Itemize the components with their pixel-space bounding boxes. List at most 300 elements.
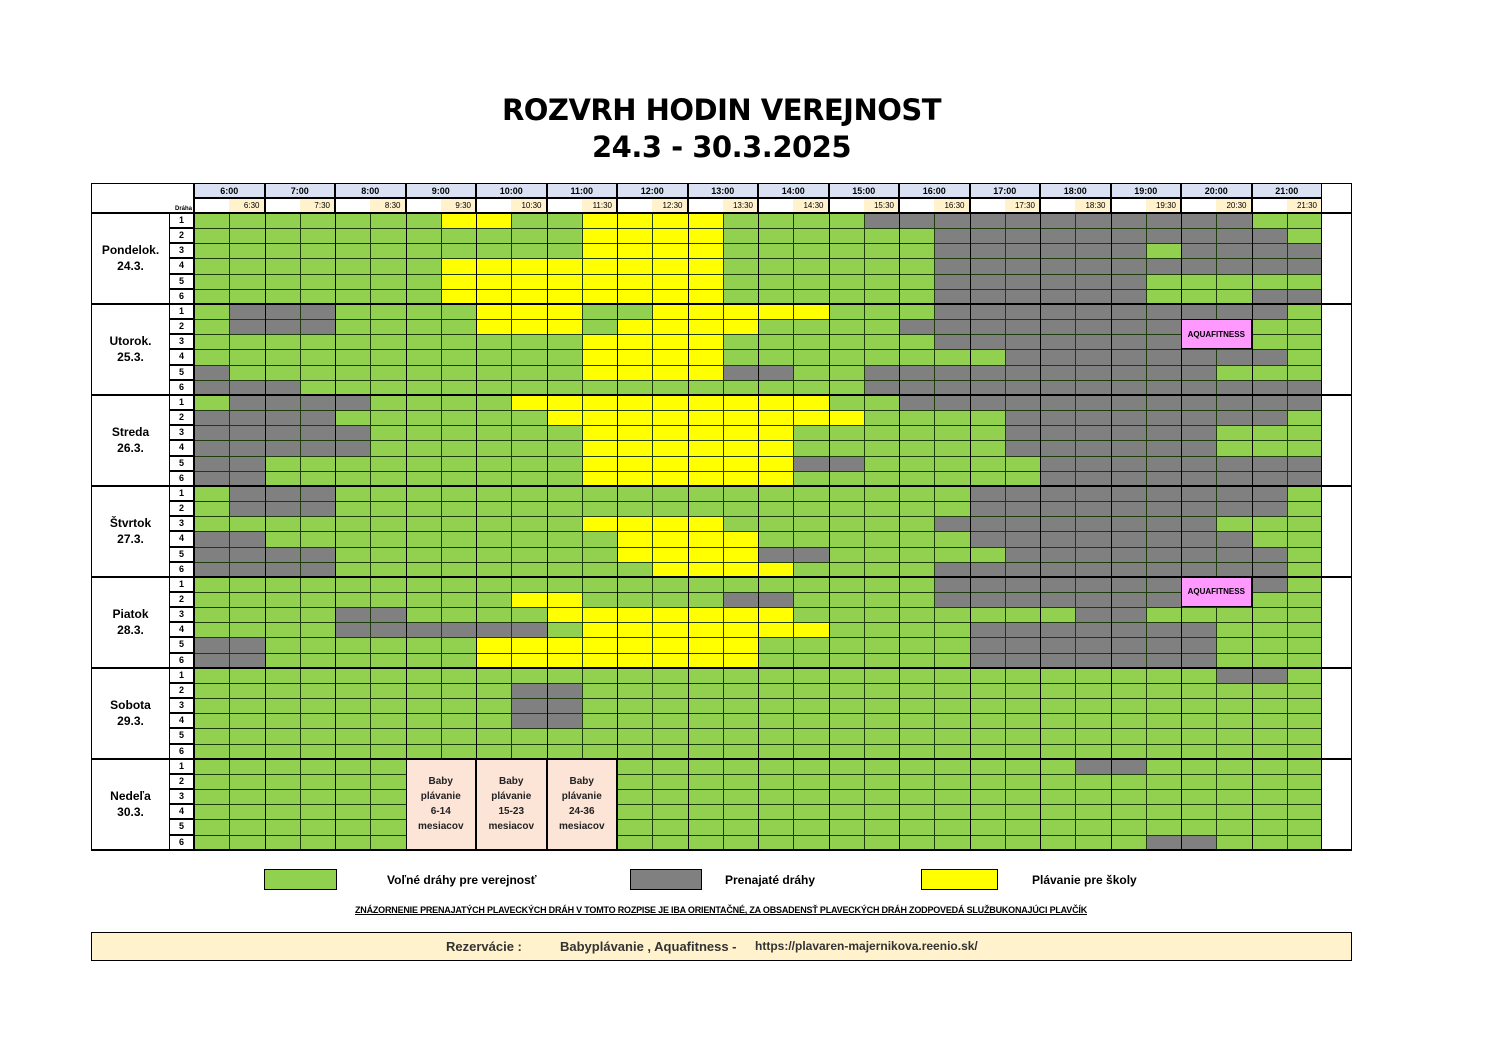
rented-lane-slot[interactable] [934,577,969,592]
free-lane-slot[interactable] [864,577,899,592]
free-lane-slot[interactable] [335,516,370,531]
free-lane-slot[interactable] [793,334,828,349]
rented-lane-slot[interactable] [1111,637,1146,652]
free-lane-slot[interactable] [652,698,687,713]
free-lane-slot[interactable] [194,759,229,774]
free-lane-slot[interactable] [1287,819,1322,834]
free-lane-slot[interactable] [864,349,899,364]
free-lane-slot[interactable] [652,819,687,834]
free-lane-slot[interactable] [899,713,934,728]
rented-lane-slot[interactable] [1111,547,1146,562]
free-lane-slot[interactable] [335,713,370,728]
school-lane-slot[interactable] [758,456,793,471]
free-lane-slot[interactable] [1075,744,1110,759]
school-lane-slot[interactable] [547,653,582,668]
rented-lane-slot[interactable] [1146,516,1181,531]
free-lane-slot[interactable] [864,243,899,258]
school-lane-slot[interactable] [511,592,546,607]
free-lane-slot[interactable] [793,774,828,789]
rented-lane-slot[interactable] [1146,213,1181,228]
free-lane-slot[interactable] [1075,683,1110,698]
free-lane-slot[interactable] [688,804,723,819]
free-lane-slot[interactable] [617,804,652,819]
free-lane-slot[interactable] [829,759,864,774]
free-lane-slot[interactable] [652,759,687,774]
free-lane-slot[interactable] [1075,668,1110,683]
rented-lane-slot[interactable] [1040,622,1075,637]
free-lane-slot[interactable] [934,819,969,834]
free-lane-slot[interactable] [1216,425,1251,440]
free-lane-slot[interactable] [617,789,652,804]
rented-lane-slot[interactable] [194,440,229,455]
free-lane-slot[interactable] [511,349,546,364]
free-lane-slot[interactable] [582,744,617,759]
rented-lane-slot[interactable] [1111,213,1146,228]
free-lane-slot[interactable] [864,547,899,562]
free-lane-slot[interactable] [229,759,264,774]
free-lane-slot[interactable] [934,440,969,455]
rented-lane-slot[interactable] [1111,501,1146,516]
rented-lane-slot[interactable] [1146,304,1181,319]
school-lane-slot[interactable] [652,395,687,410]
school-lane-slot[interactable] [688,319,723,334]
free-lane-slot[interactable] [829,547,864,562]
free-lane-slot[interactable] [829,804,864,819]
school-lane-slot[interactable] [476,274,511,289]
school-lane-slot[interactable] [511,395,546,410]
school-lane-slot[interactable] [652,456,687,471]
rented-lane-slot[interactable] [1181,562,1216,577]
rented-lane-slot[interactable] [1040,319,1075,334]
free-lane-slot[interactable] [335,774,370,789]
rented-lane-slot[interactable] [829,456,864,471]
free-lane-slot[interactable] [511,410,546,425]
school-lane-slot[interactable] [511,637,546,652]
free-lane-slot[interactable] [370,243,405,258]
rented-lane-slot[interactable] [229,380,264,395]
free-lane-slot[interactable] [1287,713,1322,728]
rented-lane-slot[interactable] [970,319,1005,334]
aquafitness-slot[interactable]: AQUAFITNESS [1181,319,1252,349]
school-lane-slot[interactable] [652,349,687,364]
school-lane-slot[interactable] [617,319,652,334]
rented-lane-slot[interactable] [1075,440,1110,455]
free-lane-slot[interactable] [829,274,864,289]
school-lane-slot[interactable] [617,547,652,562]
free-lane-slot[interactable] [1287,653,1322,668]
school-lane-slot[interactable] [582,622,617,637]
school-lane-slot[interactable] [688,228,723,243]
free-lane-slot[interactable] [1252,365,1287,380]
free-lane-slot[interactable] [617,304,652,319]
free-lane-slot[interactable] [406,516,441,531]
free-lane-slot[interactable] [335,486,370,501]
free-lane-slot[interactable] [370,759,405,774]
rented-lane-slot[interactable] [1252,486,1287,501]
free-lane-slot[interactable] [1146,698,1181,713]
free-lane-slot[interactable] [265,668,300,683]
free-lane-slot[interactable] [441,744,476,759]
free-lane-slot[interactable] [265,728,300,743]
free-lane-slot[interactable] [1005,607,1040,622]
free-lane-slot[interactable] [723,243,758,258]
rented-lane-slot[interactable] [1252,668,1287,683]
free-lane-slot[interactable] [829,380,864,395]
school-lane-slot[interactable] [652,516,687,531]
rented-lane-slot[interactable] [970,501,1005,516]
free-lane-slot[interactable] [793,637,828,652]
rented-lane-slot[interactable] [1146,501,1181,516]
reservation-link[interactable]: https://plavaren-majernikova.reenio.sk/ [755,939,978,953]
free-lane-slot[interactable] [864,258,899,273]
free-lane-slot[interactable] [970,744,1005,759]
rented-lane-slot[interactable] [265,380,300,395]
free-lane-slot[interactable] [265,334,300,349]
free-lane-slot[interactable] [1252,698,1287,713]
rented-lane-slot[interactable] [265,425,300,440]
free-lane-slot[interactable] [617,562,652,577]
free-lane-slot[interactable] [229,274,264,289]
school-lane-slot[interactable] [617,425,652,440]
free-lane-slot[interactable] [265,274,300,289]
free-lane-slot[interactable] [194,501,229,516]
rented-lane-slot[interactable] [194,365,229,380]
free-lane-slot[interactable] [370,365,405,380]
free-lane-slot[interactable] [265,819,300,834]
rented-lane-slot[interactable] [265,562,300,577]
free-lane-slot[interactable] [1287,319,1322,334]
rented-lane-slot[interactable] [1111,304,1146,319]
free-lane-slot[interactable] [1287,835,1322,850]
free-lane-slot[interactable] [582,728,617,743]
free-lane-slot[interactable] [1216,819,1251,834]
rented-lane-slot[interactable] [1146,319,1181,334]
free-lane-slot[interactable] [511,471,546,486]
free-lane-slot[interactable] [194,683,229,698]
free-lane-slot[interactable] [864,835,899,850]
free-lane-slot[interactable] [723,713,758,728]
free-lane-slot[interactable] [194,668,229,683]
free-lane-slot[interactable] [1216,759,1251,774]
rented-lane-slot[interactable] [194,562,229,577]
rented-lane-slot[interactable] [1005,637,1040,652]
rented-lane-slot[interactable] [229,471,264,486]
free-lane-slot[interactable] [441,425,476,440]
free-lane-slot[interactable] [758,728,793,743]
free-lane-slot[interactable] [265,607,300,622]
free-lane-slot[interactable] [229,289,264,304]
free-lane-slot[interactable] [723,289,758,304]
free-lane-slot[interactable] [864,440,899,455]
rented-lane-slot[interactable] [758,365,793,380]
free-lane-slot[interactable] [899,274,934,289]
school-lane-slot[interactable] [582,365,617,380]
free-lane-slot[interactable] [1005,819,1040,834]
school-lane-slot[interactable] [547,395,582,410]
rented-lane-slot[interactable] [194,471,229,486]
rented-lane-slot[interactable] [1111,653,1146,668]
free-lane-slot[interactable] [1287,577,1322,592]
free-lane-slot[interactable] [652,577,687,592]
free-lane-slot[interactable] [1216,365,1251,380]
rented-lane-slot[interactable] [758,592,793,607]
free-lane-slot[interactable] [406,531,441,546]
free-lane-slot[interactable] [934,804,969,819]
rented-lane-slot[interactable] [1111,592,1146,607]
free-lane-slot[interactable] [1111,744,1146,759]
rented-lane-slot[interactable] [1252,501,1287,516]
free-lane-slot[interactable] [899,592,934,607]
free-lane-slot[interactable] [300,774,335,789]
free-lane-slot[interactable] [265,516,300,531]
rented-lane-slot[interactable] [970,637,1005,652]
free-lane-slot[interactable] [617,683,652,698]
free-lane-slot[interactable] [1111,789,1146,804]
free-lane-slot[interactable] [370,395,405,410]
rented-lane-slot[interactable] [1005,319,1040,334]
rented-lane-slot[interactable] [1005,577,1040,592]
free-lane-slot[interactable] [300,456,335,471]
free-lane-slot[interactable] [300,258,335,273]
rented-lane-slot[interactable] [1075,531,1110,546]
rented-lane-slot[interactable] [1252,410,1287,425]
rented-lane-slot[interactable] [229,425,264,440]
free-lane-slot[interactable] [723,380,758,395]
free-lane-slot[interactable] [899,501,934,516]
free-lane-slot[interactable] [441,577,476,592]
free-lane-slot[interactable] [829,683,864,698]
free-lane-slot[interactable] [688,789,723,804]
baby-swimming-slot[interactable] [476,759,547,850]
free-lane-slot[interactable] [335,289,370,304]
rented-lane-slot[interactable] [1111,274,1146,289]
rented-lane-slot[interactable] [1181,228,1216,243]
rented-lane-slot[interactable] [1005,516,1040,531]
school-lane-slot[interactable] [688,365,723,380]
free-lane-slot[interactable] [335,653,370,668]
free-lane-slot[interactable] [370,653,405,668]
free-lane-slot[interactable] [265,789,300,804]
school-lane-slot[interactable] [547,304,582,319]
free-lane-slot[interactable] [1181,274,1216,289]
free-lane-slot[interactable] [582,486,617,501]
rented-lane-slot[interactable] [229,547,264,562]
free-lane-slot[interactable] [829,395,864,410]
free-lane-slot[interactable] [582,668,617,683]
school-lane-slot[interactable] [688,410,723,425]
free-lane-slot[interactable] [194,349,229,364]
rented-lane-slot[interactable] [1216,213,1251,228]
free-lane-slot[interactable] [1287,804,1322,819]
rented-lane-slot[interactable] [1216,258,1251,273]
rented-lane-slot[interactable] [1075,258,1110,273]
free-lane-slot[interactable] [934,410,969,425]
free-lane-slot[interactable] [511,728,546,743]
school-lane-slot[interactable] [547,274,582,289]
free-lane-slot[interactable] [582,577,617,592]
free-lane-slot[interactable] [1252,607,1287,622]
free-lane-slot[interactable] [899,835,934,850]
rented-lane-slot[interactable] [1216,562,1251,577]
free-lane-slot[interactable] [194,243,229,258]
free-lane-slot[interactable] [1040,744,1075,759]
free-lane-slot[interactable] [934,774,969,789]
free-lane-slot[interactable] [1146,289,1181,304]
school-lane-slot[interactable] [511,304,546,319]
free-lane-slot[interactable] [335,334,370,349]
free-lane-slot[interactable] [1252,425,1287,440]
school-lane-slot[interactable] [758,410,793,425]
rented-lane-slot[interactable] [1111,334,1146,349]
free-lane-slot[interactable] [335,380,370,395]
free-lane-slot[interactable] [723,728,758,743]
school-lane-slot[interactable] [652,562,687,577]
free-lane-slot[interactable] [758,334,793,349]
rented-lane-slot[interactable] [970,304,1005,319]
free-lane-slot[interactable] [617,759,652,774]
school-lane-slot[interactable] [758,471,793,486]
free-lane-slot[interactable] [899,607,934,622]
rented-lane-slot[interactable] [1040,577,1075,592]
free-lane-slot[interactable] [511,744,546,759]
free-lane-slot[interactable] [1252,622,1287,637]
free-lane-slot[interactable] [1287,547,1322,562]
free-lane-slot[interactable] [476,744,511,759]
free-lane-slot[interactable] [194,228,229,243]
rented-lane-slot[interactable] [265,547,300,562]
free-lane-slot[interactable] [300,531,335,546]
rented-lane-slot[interactable] [1181,531,1216,546]
rented-lane-slot[interactable] [1146,228,1181,243]
free-lane-slot[interactable] [1181,289,1216,304]
baby-swimming-slot[interactable] [547,759,618,850]
rented-lane-slot[interactable] [934,395,969,410]
free-lane-slot[interactable] [300,744,335,759]
rented-lane-slot[interactable] [970,653,1005,668]
free-lane-slot[interactable] [1111,668,1146,683]
school-lane-slot[interactable] [652,319,687,334]
free-lane-slot[interactable] [758,258,793,273]
free-lane-slot[interactable] [406,440,441,455]
rented-lane-slot[interactable] [899,380,934,395]
free-lane-slot[interactable] [1181,683,1216,698]
free-lane-slot[interactable] [370,471,405,486]
free-lane-slot[interactable] [582,304,617,319]
school-lane-slot[interactable] [617,531,652,546]
rented-lane-slot[interactable] [1111,395,1146,410]
free-lane-slot[interactable] [723,789,758,804]
free-lane-slot[interactable] [406,592,441,607]
free-lane-slot[interactable] [934,425,969,440]
free-lane-slot[interactable] [406,744,441,759]
rented-lane-slot[interactable] [1075,289,1110,304]
rented-lane-slot[interactable] [934,562,969,577]
free-lane-slot[interactable] [335,456,370,471]
school-lane-slot[interactable] [582,349,617,364]
rented-lane-slot[interactable] [1146,365,1181,380]
free-lane-slot[interactable] [1005,713,1040,728]
rented-lane-slot[interactable] [1075,425,1110,440]
free-lane-slot[interactable] [1252,804,1287,819]
free-lane-slot[interactable] [793,516,828,531]
free-lane-slot[interactable] [723,228,758,243]
free-lane-slot[interactable] [476,243,511,258]
free-lane-slot[interactable] [688,744,723,759]
free-lane-slot[interactable] [723,501,758,516]
free-lane-slot[interactable] [793,228,828,243]
school-lane-slot[interactable] [758,304,793,319]
free-lane-slot[interactable] [970,728,1005,743]
free-lane-slot[interactable] [1252,774,1287,789]
school-lane-slot[interactable] [688,622,723,637]
free-lane-slot[interactable] [335,835,370,850]
school-lane-slot[interactable] [582,607,617,622]
free-lane-slot[interactable] [1005,804,1040,819]
free-lane-slot[interactable] [829,819,864,834]
rented-lane-slot[interactable] [335,395,370,410]
free-lane-slot[interactable] [1040,774,1075,789]
rented-lane-slot[interactable] [1040,380,1075,395]
rented-lane-slot[interactable] [511,683,546,698]
rented-lane-slot[interactable] [1181,380,1216,395]
free-lane-slot[interactable] [723,349,758,364]
free-lane-slot[interactable] [1216,607,1251,622]
aquafitness-slot[interactable]: AQUAFITNESS [1181,577,1252,607]
free-lane-slot[interactable] [1040,607,1075,622]
free-lane-slot[interactable] [899,531,934,546]
free-lane-slot[interactable] [335,744,370,759]
rented-lane-slot[interactable] [970,228,1005,243]
free-lane-slot[interactable] [406,562,441,577]
free-lane-slot[interactable] [370,213,405,228]
rented-lane-slot[interactable] [229,637,264,652]
free-lane-slot[interactable] [300,213,335,228]
free-lane-slot[interactable] [1252,683,1287,698]
free-lane-slot[interactable] [1146,668,1181,683]
rented-lane-slot[interactable] [229,653,264,668]
rented-lane-slot[interactable] [441,622,476,637]
rented-lane-slot[interactable] [547,713,582,728]
free-lane-slot[interactable] [758,683,793,698]
free-lane-slot[interactable] [899,486,934,501]
rented-lane-slot[interactable] [511,713,546,728]
rented-lane-slot[interactable] [1146,592,1181,607]
free-lane-slot[interactable] [864,607,899,622]
free-lane-slot[interactable] [617,713,652,728]
rented-lane-slot[interactable] [899,319,934,334]
free-lane-slot[interactable] [300,592,335,607]
rented-lane-slot[interactable] [1040,425,1075,440]
free-lane-slot[interactable] [899,577,934,592]
free-lane-slot[interactable] [229,365,264,380]
rented-lane-slot[interactable] [1181,456,1216,471]
free-lane-slot[interactable] [265,471,300,486]
free-lane-slot[interactable] [864,622,899,637]
school-lane-slot[interactable] [652,213,687,228]
free-lane-slot[interactable] [441,713,476,728]
free-lane-slot[interactable] [511,547,546,562]
free-lane-slot[interactable] [1111,804,1146,819]
free-lane-slot[interactable] [194,728,229,743]
free-lane-slot[interactable] [652,713,687,728]
free-lane-slot[interactable] [1216,728,1251,743]
free-lane-slot[interactable] [793,365,828,380]
free-lane-slot[interactable] [300,274,335,289]
free-lane-slot[interactable] [829,592,864,607]
free-lane-slot[interactable] [758,653,793,668]
school-lane-slot[interactable] [688,637,723,652]
rented-lane-slot[interactable] [1146,440,1181,455]
